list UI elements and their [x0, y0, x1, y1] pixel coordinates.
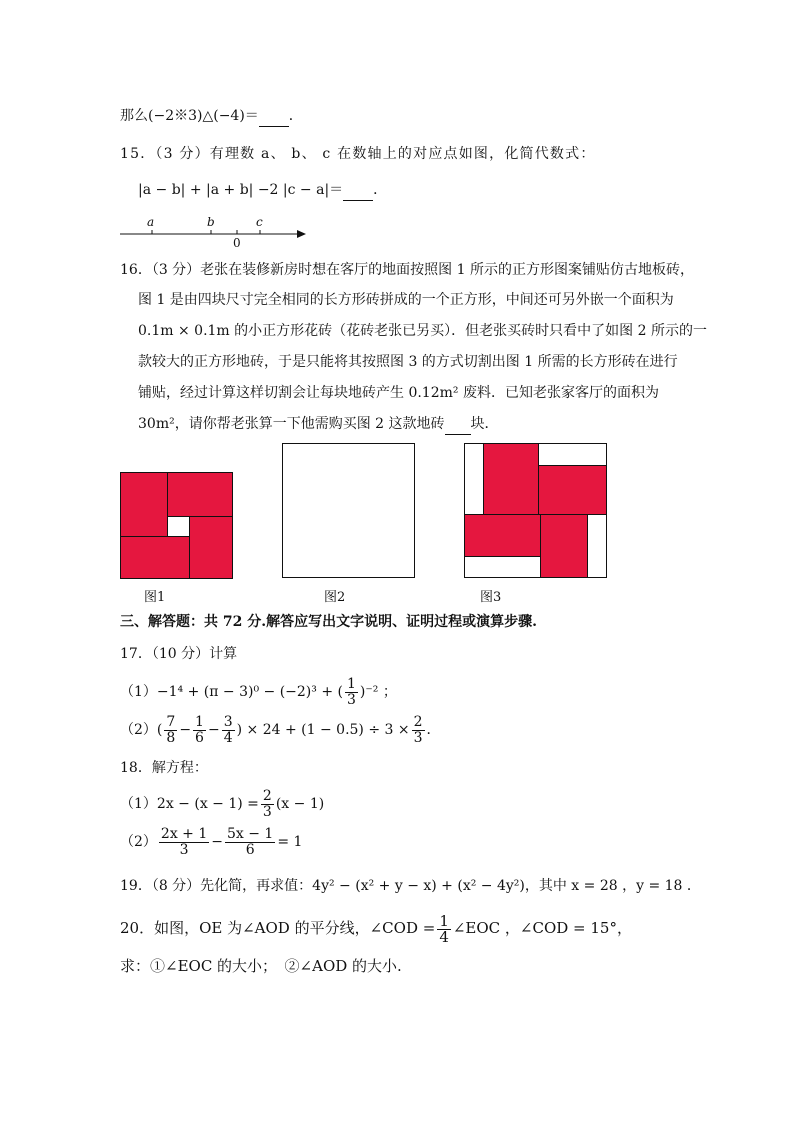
q18-part-1: [120, 788, 324, 820]
q17-p2-label: （2）: [120, 722, 157, 738]
figure-2: [282, 443, 416, 579]
numerator: 2: [262, 787, 272, 804]
q18-p2-label: （2）: [120, 834, 157, 850]
q18-part-2: [120, 826, 302, 858]
fig1-center-square: [168, 517, 190, 537]
fraction: [261, 789, 274, 820]
fig3-tile-4: [541, 515, 588, 578]
q16-line-5: 铺贴，经过计算这样切割会让每块地砖产生 0.12m² 废料．已知老张家客厅的面积为: [138, 385, 659, 401]
fraction: [412, 715, 425, 746]
axis-label-b: b: [207, 215, 215, 229]
minus: −: [211, 834, 223, 850]
q18-p2-tail: = 1: [277, 834, 303, 850]
caption-fig2: 图2: [324, 590, 346, 605]
q18-p1-expr: 2x − (x − 1) =: [156, 796, 259, 812]
fraction: [345, 677, 358, 708]
fig1-tile-bottom-right: [190, 517, 233, 579]
numerator: 2x + 1: [160, 825, 208, 842]
q16-line-2: 图 1 是由四块尺寸完全相同的长方形砖拼成的一个正方形，中间还可另外嵌一个面积为: [138, 292, 674, 308]
q18-p1-label: （1）: [120, 796, 157, 812]
numerator: 5x − 1: [227, 825, 274, 842]
numerator: 1: [439, 911, 449, 930]
numerator: 1: [346, 675, 356, 692]
q18-p1-tail: (x − 1): [275, 796, 325, 812]
q16-line-7-text: 块．: [470, 416, 499, 432]
q17-p1-label: （1）: [120, 684, 157, 700]
q20-line1-a: 20．如图，OE 为∠AOD 的平分线，∠COD =: [120, 919, 436, 937]
q14-tail-text: 那么(−2※3)△(−4)＝: [120, 108, 259, 124]
denominator: 3: [346, 691, 356, 708]
q16-line-6: [138, 414, 499, 435]
fig1-tile-bottom-left: [121, 537, 190, 579]
fig3-tile-2: [539, 466, 607, 515]
section-3-title: 三、解答题：共 72 分.解答应写出文字说明、证明过程或演算步骤.: [120, 614, 537, 630]
q16-line-1: 16．（3 分）老张在装修新房时想在客厅的地面按照图 1 所示的正方形图案铺贴仿古地板砖，: [120, 262, 694, 278]
caption-fig1: 图1: [144, 590, 166, 605]
q15-expr-text: |a − b| + |a + b| −2 |c − a|＝: [138, 182, 344, 198]
fig1-tile-top-right: [168, 473, 233, 517]
fig3-tile-1: [484, 444, 539, 515]
fraction: [193, 715, 206, 746]
fraction: [222, 715, 235, 746]
minus: −: [207, 722, 220, 738]
number-line: [0, 0, 794, 260]
q16-line-6-text: 30m²，请你帮老张算一下他需购买图 2 这款地砖: [138, 416, 445, 432]
axis-label-c: c: [256, 215, 263, 229]
q19-text: 19．（8 分）先化简，再求值：4y² − (x² + y − x) + (x² − 4y²)，其中 x = 28 ，y = 18 ．: [120, 878, 701, 894]
figure-1: [120, 472, 234, 580]
fraction: [225, 827, 275, 858]
numerator: 7: [166, 713, 176, 730]
axis-label-a: a: [147, 215, 155, 229]
q17-part-1: [120, 676, 397, 708]
fraction: [159, 827, 209, 858]
numerator: 1: [195, 713, 204, 730]
q15-expr: |a − b| + |a + b| −2 |c − a|＝ ．: [138, 180, 387, 201]
q17-p2-mid: ) × 24 + (1 − 0.5) ÷ 3 ×: [236, 722, 410, 738]
figure-3: [464, 443, 608, 579]
q17-p1-tail: )⁻² ；: [359, 684, 397, 700]
numerator: 2: [413, 713, 423, 730]
numerator: 3: [223, 713, 233, 730]
q20-line-1: [120, 912, 632, 945]
q17-p2-open: (: [156, 722, 163, 738]
fig1-tile-top-left: [121, 473, 168, 537]
q18-head: 18．解方程：: [120, 760, 208, 776]
denominator: 4: [223, 729, 233, 746]
fraction: [164, 715, 177, 746]
q17-part-2: [120, 714, 441, 746]
fraction: [437, 911, 451, 946]
caption-fig3: 图3: [480, 590, 502, 605]
q14-tail: 那么(−2※3)△(−4)＝ ．: [120, 106, 303, 127]
denominator: 6: [245, 841, 255, 858]
q16-line-4: 款较大的正方形地砖，于是只能将其按照图 3 的方式切割出图 1 所需的长方形砖在进行: [138, 354, 678, 370]
denominator: 3: [413, 729, 423, 746]
minus: −: [179, 722, 192, 738]
denominator: 4: [439, 927, 449, 946]
q16-line-3: 0.1m × 0.1m 的小正方形花砖（花砖老张已另买）．但老张买砖时只看中了如图 2 所示的一: [138, 323, 707, 339]
axis-label-zero: 0: [233, 236, 241, 250]
answer-blank: [445, 414, 471, 435]
denominator: 3: [262, 803, 272, 820]
q17-head: 17．（10 分）计算: [120, 646, 238, 662]
q15-head: 15．（3 分）有理数 a、 b、 c 在数轴上的对应点如图，化简代数式：: [120, 146, 596, 162]
q20-line-2: 求：①∠EOC 的大小； ②∠AOD 的大小.: [120, 957, 402, 975]
q17-p2-end: ．: [426, 722, 441, 738]
q17-p1-expr: −1⁴ + (π − 3)⁰ − (−2)³ + (: [156, 684, 343, 700]
fig3-tile-3: [465, 515, 541, 557]
denominator: 3: [179, 841, 189, 858]
q20-line1-b: ∠EOC ，∠COD = 15°，: [452, 919, 632, 937]
denominator: 8: [166, 729, 176, 746]
denominator: 6: [195, 729, 204, 746]
